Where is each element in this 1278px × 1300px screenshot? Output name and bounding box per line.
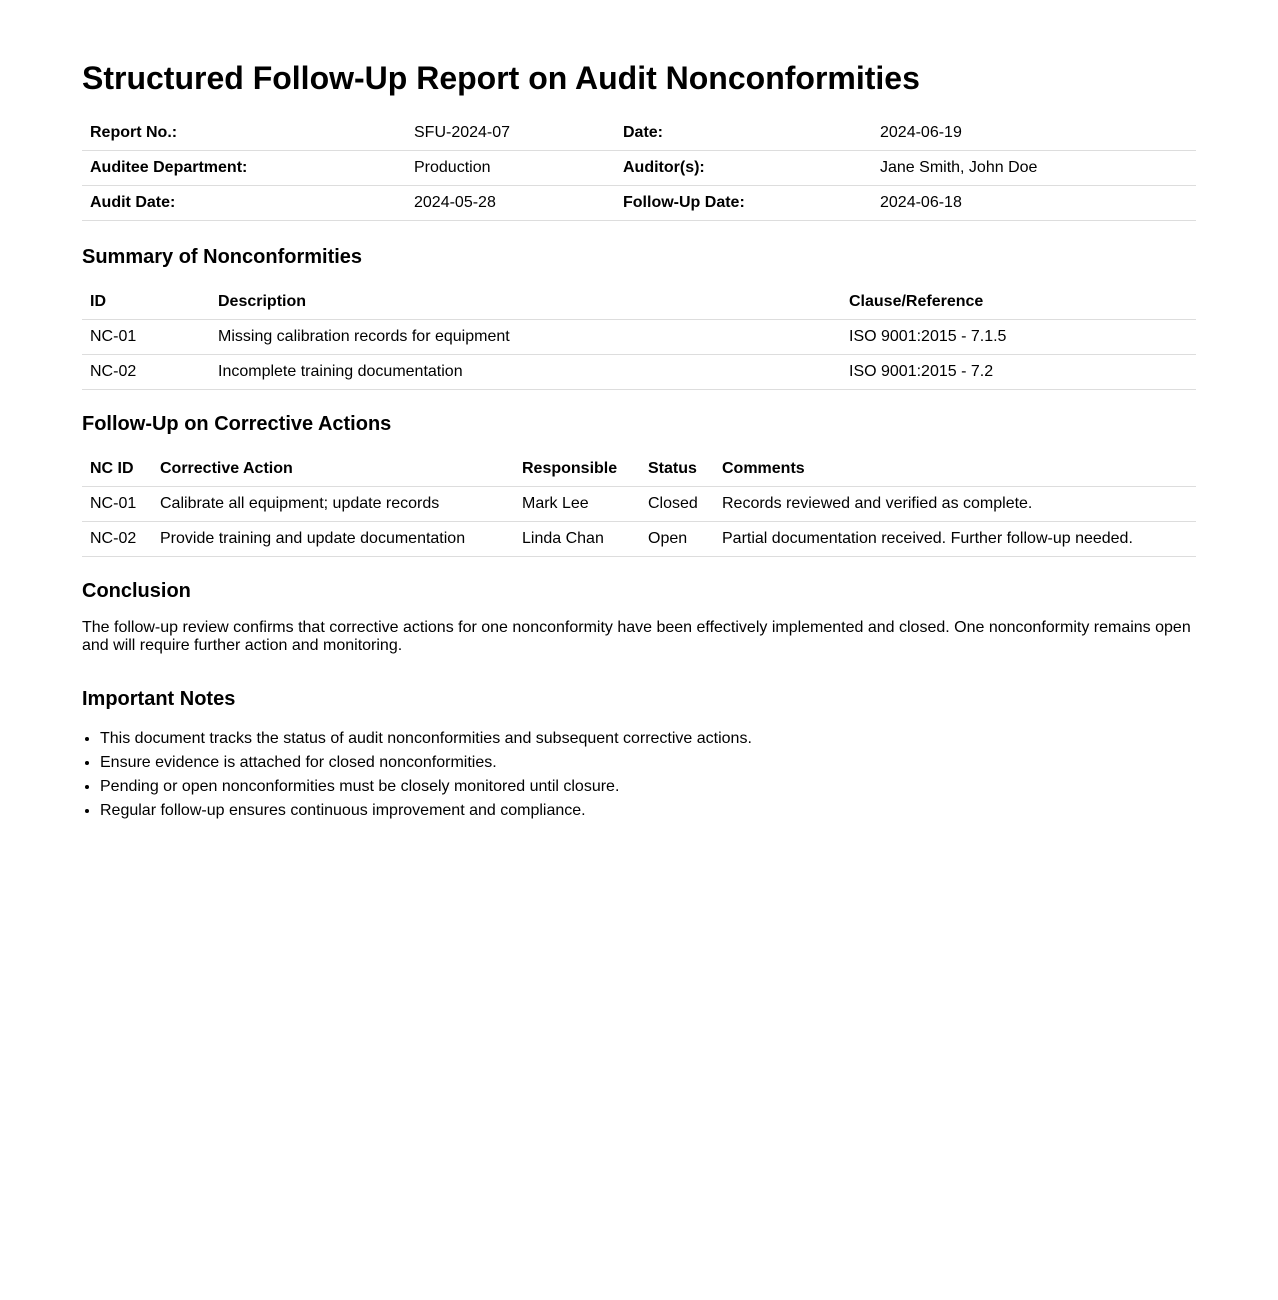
meta-value-date: 2024-06-19: [872, 116, 1196, 151]
meta-row: [82, 186, 1196, 221]
cell-comments: Records reviewed and verified as complete.: [714, 487, 1196, 522]
meta-label-report-no: Report No.:: [82, 116, 406, 151]
meta-row: [82, 116, 1196, 151]
cell-clause: ISO 9001:2015 - 7.1.5: [841, 320, 1196, 355]
cell-status: Closed: [640, 487, 714, 522]
cell-description: Missing calibration records for equipment: [210, 320, 841, 355]
table-header-row: [82, 285, 1196, 320]
notes-list: [82, 727, 1196, 823]
table-row: [82, 487, 1196, 522]
column-header-comments: Comments: [714, 452, 1196, 487]
report-meta-table: [82, 116, 1196, 221]
table-row: [82, 320, 1196, 355]
meta-label-follow-up-date: Follow-Up Date:: [615, 186, 872, 221]
meta-label-date: Date:: [615, 116, 872, 151]
column-header-description: Description: [210, 285, 841, 320]
cell-id: NC-01: [82, 320, 210, 355]
conclusion-text: The follow-up review confirms that corrective actions for one nonconformity have been effectively implemented and closed. One nonconformity remains open and will require further action and monitoring.: [82, 619, 1191, 654]
report-title: Structured Follow-Up Report on Audit Nonconformities: [82, 60, 920, 96]
column-header-responsible: Responsible: [514, 452, 640, 487]
meta-value-follow-up-date: 2024-06-18: [872, 186, 1196, 221]
cell-comments: Partial documentation received. Further follow-up needed.: [714, 522, 1196, 557]
summary-table: [82, 285, 1196, 390]
cell-responsible: Mark Lee: [514, 487, 640, 522]
list-item: • This document tracks the status of audit nonconformities and subsequent corrective actions.: [100, 727, 1196, 751]
table-row: [82, 355, 1196, 390]
summary-heading: Summary of Nonconformities: [82, 246, 363, 268]
meta-value-auditors: Jane Smith, John Doe: [872, 151, 1196, 186]
meta-row: [82, 151, 1196, 186]
conclusion-heading: Conclusion: [82, 580, 191, 602]
notes-heading: Important Notes: [82, 688, 236, 710]
list-item: • Pending or open nonconformities must be closely monitored until closure.: [100, 775, 1196, 799]
cell-id: NC-02: [82, 355, 210, 390]
cell-responsible: Linda Chan: [514, 522, 640, 557]
cell-description: Incomplete training documentation: [210, 355, 841, 390]
cell-corrective-action: Provide training and update documentation: [152, 522, 514, 557]
cell-nc-id: NC-01: [82, 487, 152, 522]
cell-status: Open: [640, 522, 714, 557]
list-item: • Ensure evidence is attached for closed nonconformities.: [100, 751, 1196, 775]
table-header-row: [82, 452, 1196, 487]
followup-table: [82, 452, 1196, 557]
column-header-clause: Clause/Reference: [841, 285, 1196, 320]
meta-label-auditee-department: Auditee Department:: [82, 151, 406, 186]
list-item: • Regular follow-up ensures continuous improvement and compliance.: [100, 799, 1196, 823]
cell-corrective-action: Calibrate all equipment; update records: [152, 487, 514, 522]
meta-value-report-no: SFU-2024-07: [406, 116, 615, 151]
cell-clause: ISO 9001:2015 - 7.2: [841, 355, 1196, 390]
followup-heading: Follow-Up on Corrective Actions: [82, 413, 392, 435]
meta-label-audit-date: Audit Date:: [82, 186, 406, 221]
column-header-nc-id: NC ID: [82, 452, 152, 487]
meta-value-audit-date: 2024-05-28: [406, 186, 615, 221]
column-header-status: Status: [640, 452, 714, 487]
meta-label-auditors: Auditor(s):: [615, 151, 872, 186]
cell-nc-id: NC-02: [82, 522, 152, 557]
column-header-id: ID: [82, 285, 210, 320]
column-header-corrective-action: Corrective Action: [152, 452, 514, 487]
meta-value-auditee-department: Production: [406, 151, 615, 186]
table-row: [82, 522, 1196, 557]
